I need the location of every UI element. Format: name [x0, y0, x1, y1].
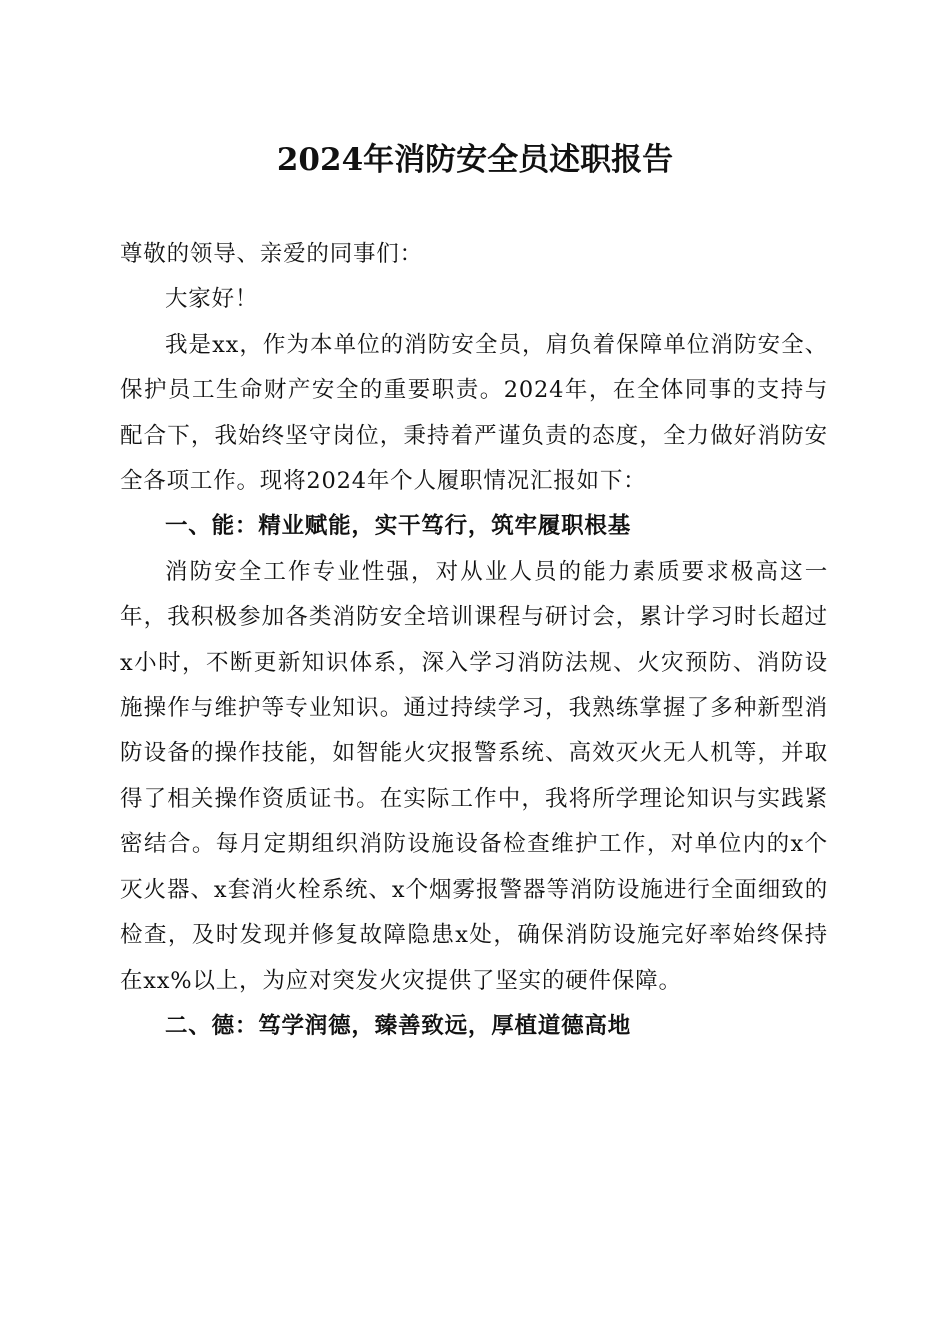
salutation: 尊敬的领导、亲爱的同事们：: [120, 241, 423, 267]
section-heading-morality: 二、德：笃学润德，臻善致远，厚植道德高地: [165, 1012, 632, 1039]
document-title: 2024年消防安全员述职报告: [276, 142, 674, 178]
greeting: 大家好！: [165, 286, 259, 313]
document-body: [120, 232, 828, 1049]
section-body-ability: 消防安全工作专业性强，对从业人员的能力素质要求极高这一年，我积极参加各类消防安全培训课程与研讨会，累计学习时长超过x小时，不断更新知识体系，深入学习消防法规、火灾预防、消防设施操作与维护等专业知识。通过持续学习，我熟练掌握了多种新型消防设备的操作技能，如智能火灾报警系统、高效灭火无人机等，并取得了相关操作资质证书。在实际工作中，我将所学理论知识与实践紧密结合。每月定期组织消防设施设备检查维护工作，对单位内的x个灭火器、x套消火栓系统、x个烟雾报警器等消防设施进行全面细致的检查，及时发现并修复故障隐患x处，确保消防设施完好率始终保持在xx%以上，为应对突发火灾提供了坚实的硬件保障。: [120, 558, 828, 994]
section-heading-ability: 一、能：精业赋能，实干笃行，筑牢履职根基: [165, 513, 632, 540]
intro-paragraph: 我是xx，作为本单位的消防安全员，肩负着保障单位消防安全、保护员工生命财产安全的重要职责。2024年，在全体同事的支持与配合下，我始终坚守岗位，秉持着严谨负责的态度，全力做好消防安全各项工作。现将2024年个人履职情况汇报如下：: [120, 331, 828, 495]
